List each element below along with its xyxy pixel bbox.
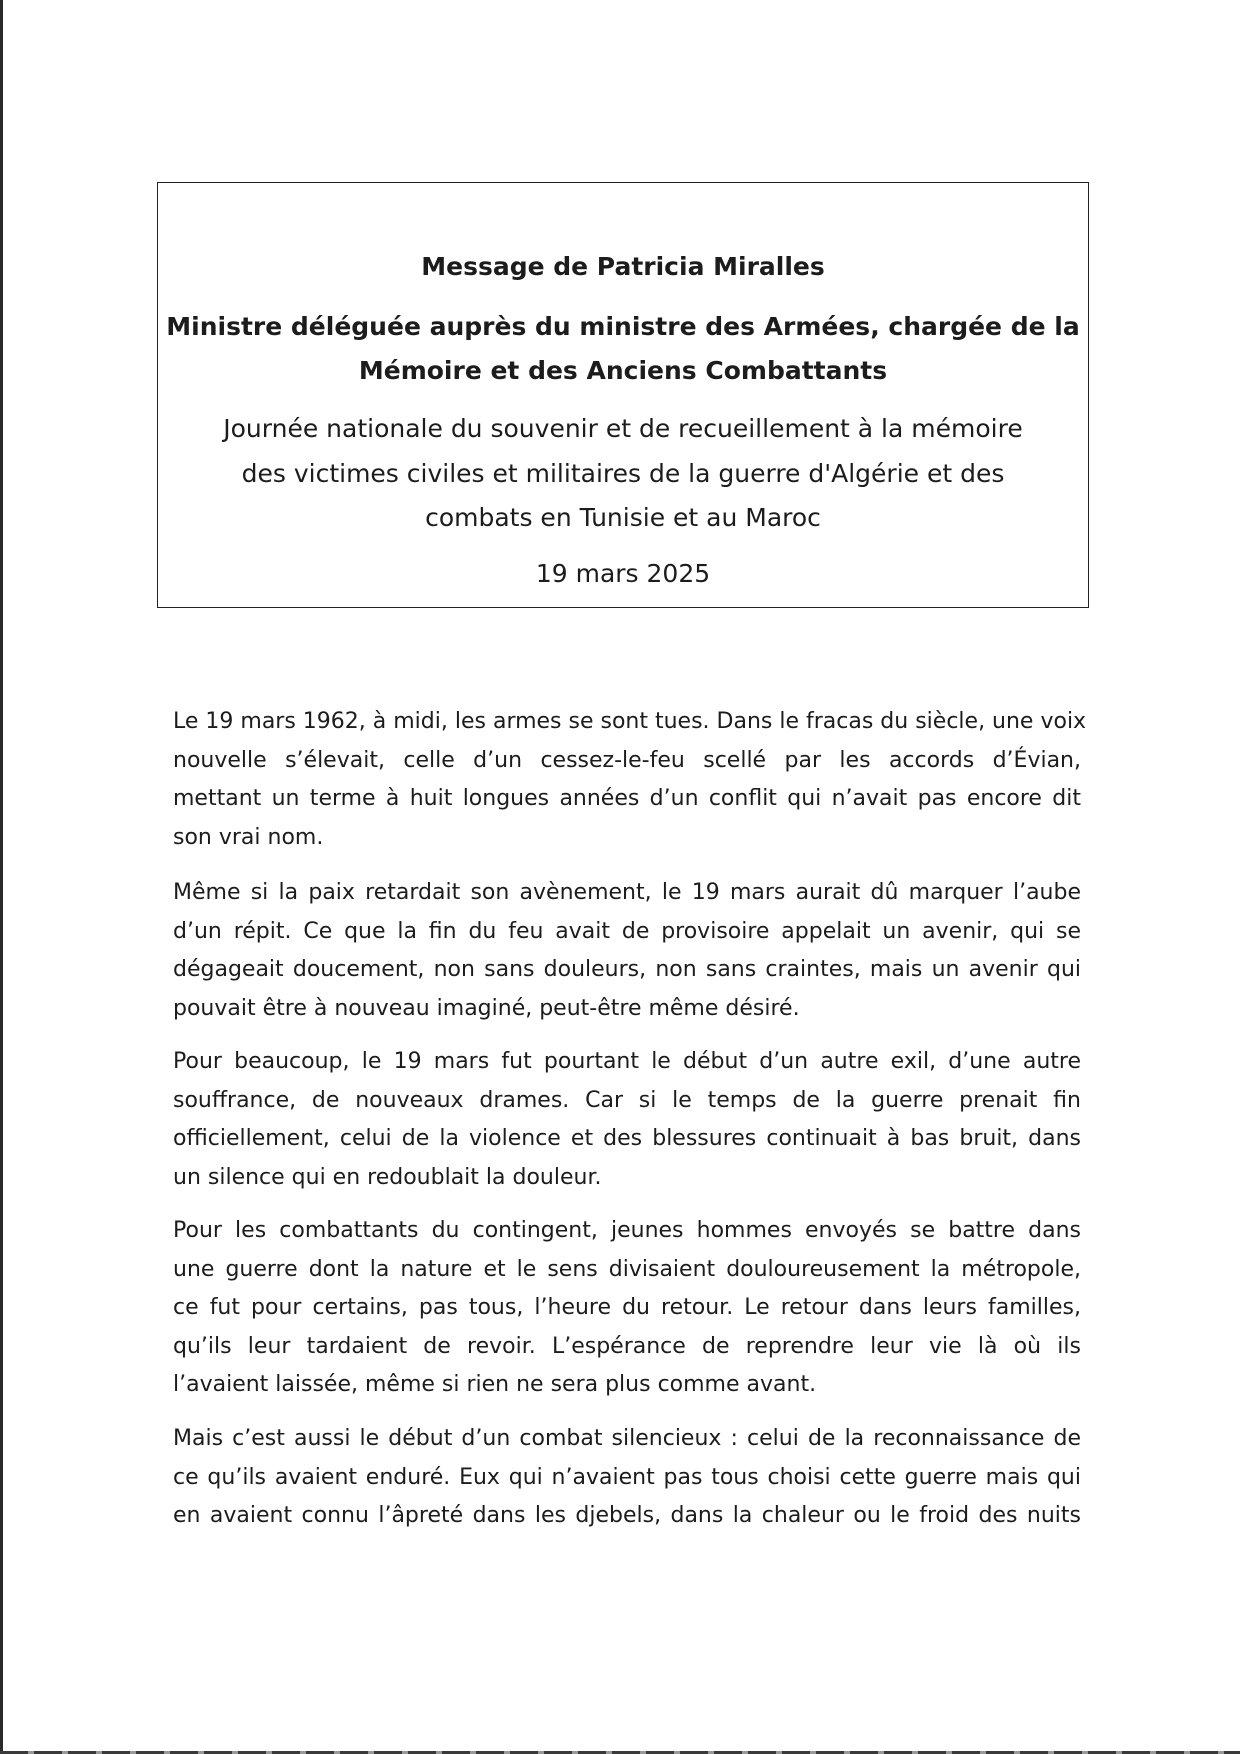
paragraph-line: Mais c’est aussi le début d’un combat silencieux : celui de la reconnaissance de	[173, 1426, 1081, 1451]
scan-edge-left	[0, 0, 3, 1754]
author-line: Message de Patricia Miralles	[421, 252, 825, 281]
role-line-1: Ministre déléguée auprès du ministre des Armées, chargée de la	[166, 312, 1080, 341]
paragraph-line: pouvait être à nouveau imaginé, peut-être même désiré.	[173, 995, 800, 1021]
paragraph-line: Même si la paix retardait son avènement, le 19 mars aurait dû marquer l’aube	[173, 880, 1081, 905]
event-line-1: Journée nationale du souvenir et de recueillement à la mémoire	[223, 414, 1023, 443]
paragraph-line: souffrance, de nouveaux drames. Car si le temps de la guerre prenait fin	[173, 1087, 1081, 1113]
paragraph-3	[173, 1043, 1081, 1197]
paragraph-line: ce fut pour certains, pas tous, l’heure du retour. Le retour dans leurs familles,	[173, 1295, 1081, 1320]
paragraph-line: une guerre dont la nature et le sens divisaient douloureusement la métropole,	[173, 1256, 1081, 1282]
role-line-2: Mémoire et des Anciens Combattants	[358, 356, 888, 385]
paragraph-line: qu’ils leur tardaient de revoir. L’espérance de reprendre leur vie là où ils	[173, 1333, 1081, 1359]
paragraph-line: d’un répit. Ce que la fin du feu avait de provisoire appelait un avenir, qui se	[173, 918, 1081, 944]
title-box	[157, 182, 1089, 608]
paragraph-line: son vrai nom.	[173, 824, 324, 850]
paragraph-line: nouvelle s’élevait, celle d’un cessez-le-feu scellé par les accords d’Évian,	[173, 747, 1081, 773]
paragraph-line: Pour les combattants du contingent, jeunes hommes envoyés se battre dans	[173, 1218, 1081, 1243]
paragraph-line: un silence qui en redoublait la douleur.	[173, 1164, 602, 1190]
date-line: 19 mars 2025	[535, 559, 711, 588]
paragraph-2	[173, 874, 1081, 1028]
paragraph-line: dégageait doucement, non sans douleurs, non sans craintes, mais un avenir qui	[173, 957, 1081, 982]
event-line-2: des victimes civiles et militaires de la guerre d'Algérie et des	[241, 459, 1005, 488]
paragraph-4	[173, 1212, 1081, 1405]
paragraph-line: Pour beaucoup, le 19 mars fut pourtant le début d’un autre exil, d’une autre	[173, 1049, 1081, 1074]
paragraph-1	[173, 703, 1087, 857]
paragraph-line: en avaient connu l’âpreté dans les djebels, dans la chaleur ou le froid des nuits	[173, 1503, 1081, 1528]
paragraph-line: mettant un terme à huit longues années d’un conflit qui n’avait pas encore dit	[173, 786, 1081, 811]
paragraph-line: officiellement, celui de la violence et des blessures continuait à bas bruit, dans	[173, 1126, 1081, 1151]
paragraph-line: Le 19 mars 1962, à midi, les armes se sont tues. Dans le fracas du siècle, une voix	[173, 709, 1087, 734]
event-line-3: combats en Tunisie et au Maroc	[425, 503, 821, 532]
paragraph-line: ce qu’ils avaient enduré. Eux qui n’avaient pas tous choisi cette guerre mais qui	[173, 1464, 1081, 1490]
paragraph-5	[173, 1420, 1081, 1536]
paragraph-line: l’avaient laissée, même si rien ne sera plus comme avant.	[173, 1372, 817, 1397]
